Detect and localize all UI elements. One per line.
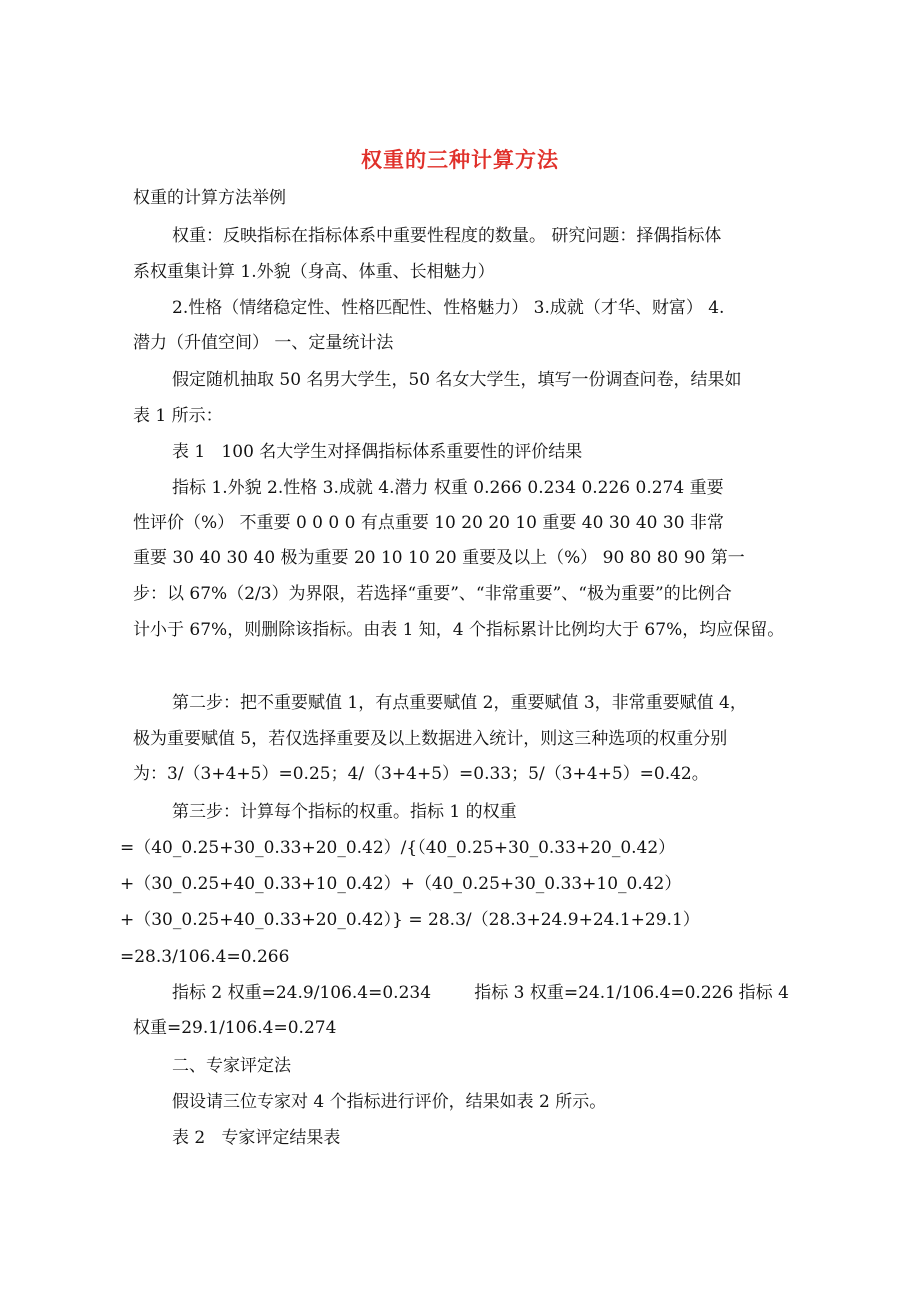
document-title: 权重的三种计算方法 xyxy=(361,147,559,172)
formula-line: +（30_0.25+40_0.33+20_0.42）} = 28.3/（28.3+24.9+24.1+29.1） xyxy=(120,910,700,930)
paragraph-line: 表 1 所示： xyxy=(133,406,223,426)
table-caption: 表 1 100 名大学生对择偶指标体系重要性的评价结果 xyxy=(172,442,583,462)
paragraph-line: 计小于 67%，则删除该指标。由表 1 知，4 个指标累计比例均大于 67%，均应保留。 xyxy=(133,620,785,640)
paragraph-line: 指标 2 权重=24.9/106.4=0.234 指标 3 权重=24.1/106.4=0.226 指标 4 xyxy=(172,983,789,1003)
section-heading: 权重的计算方法举例 xyxy=(133,188,286,208)
paragraph-line: 系权重集计算 1.外貌（身高、体重、长相魅力） xyxy=(133,262,495,282)
paragraph-line: 极为重要赋值 5，若仅选择重要及以上数据进入统计，则这三种选项的权重分别 xyxy=(133,729,728,749)
section-heading: 二、专家评定法 xyxy=(172,1056,291,1076)
paragraph-line: 权重=29.1/106.4=0.274 xyxy=(133,1018,337,1038)
paragraph-line: 假设请三位专家对 4 个指标进行评价，结果如表 2 所示。 xyxy=(172,1092,607,1112)
table-caption: 表 2 专家评定结果表 xyxy=(172,1128,341,1148)
paragraph-line: 2.性格（情绪稳定性、性格匹配性、性格魅力） 3.成就（才华、财富） 4. xyxy=(172,298,725,318)
formula-line: =（40_0.25+30_0.33+20_0.42）/{（40_0.25+30_0.33+20_0.42） xyxy=(120,838,676,858)
paragraph-line: 假定随机抽取 50 名男大学生，50 名女大学生，填写一份调查问卷，结果如 xyxy=(172,370,742,390)
paragraph-line: 性评价（%） 不重要 0 0 0 0 有点重要 10 20 20 10 重要 40 30 40 30 非常 xyxy=(133,513,724,533)
paragraph-line: 第三步：计算每个指标的权重。指标 1 的权重 xyxy=(172,802,517,822)
paragraph-line: 指标 1.外貌 2.性格 3.成就 4.潜力 权重 0.266 0.234 0.226 0.274 重要 xyxy=(172,478,724,498)
paragraph-line: 步：以 67%（2/3）为界限，若选择“重要”、“非常重要”、“极为重要”的比例合 xyxy=(133,584,732,604)
paragraph-line: 重要 30 40 30 40 极为重要 20 10 10 20 重要及以上（%） 90 80 80 90 第一 xyxy=(133,548,745,568)
paragraph-line: 权重：反映指标在指标体系中重要性程度的数量。 研究问题：择偶指标体 xyxy=(172,226,722,246)
paragraph-line: 为：3/（3+4+5）=0.25；4/（3+4+5）=0.33；5/（3+4+5）=0.42。 xyxy=(133,764,709,784)
formula-line: +（30_0.25+40_0.33+10_0.42）+（40_0.25+30_0.33+10_0.42） xyxy=(120,874,682,894)
paragraph-line: 第二步：把不重要赋值 1，有点重要赋值 2，重要赋值 3，非常重要赋值 4， xyxy=(172,693,747,713)
formula-line: =28.3/106.4=0.266 xyxy=(120,947,290,967)
paragraph-line: 潜力（升值空间） 一、定量统计法 xyxy=(133,333,394,353)
